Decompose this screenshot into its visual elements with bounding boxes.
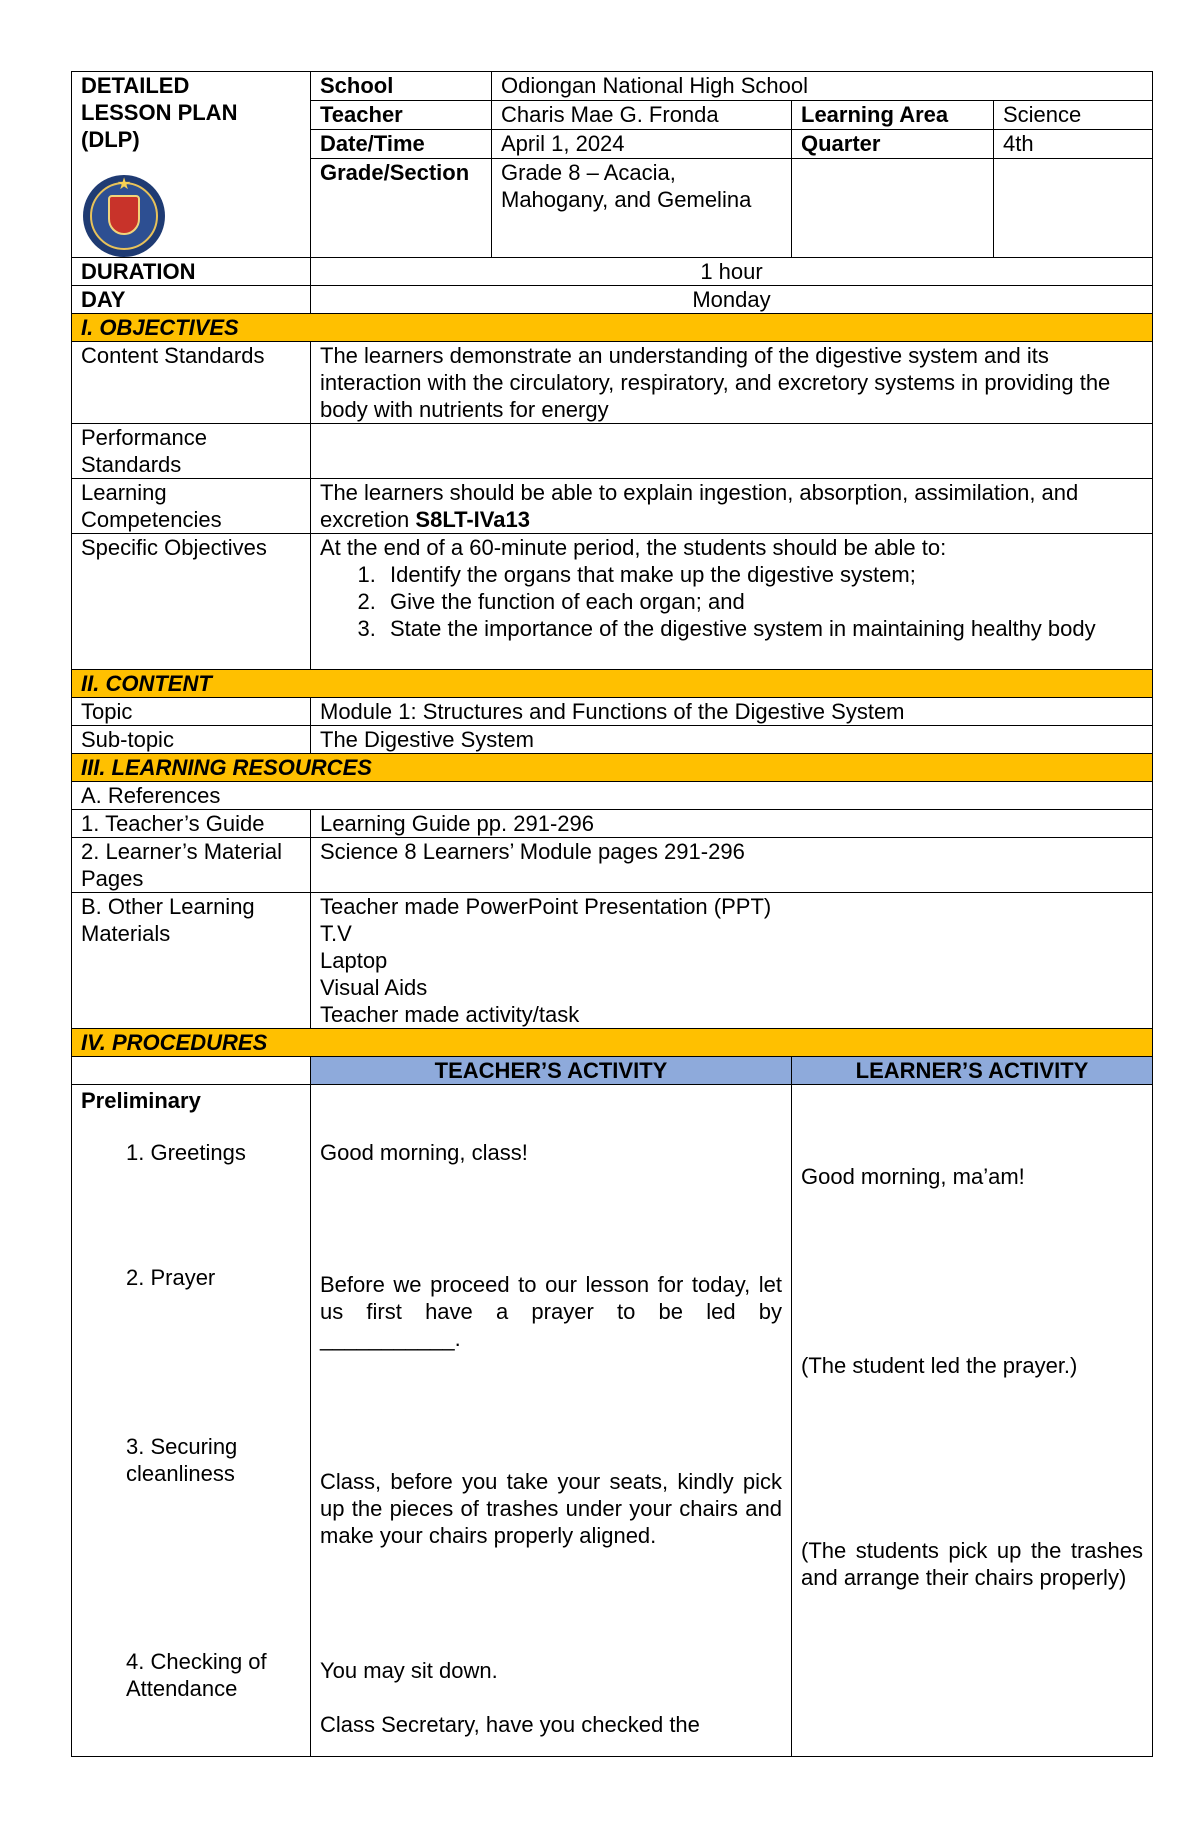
prayer-label: 2. Prayer <box>126 1265 216 1290</box>
doc-title-line: (DLP) <box>81 127 140 152</box>
teacher-activity-header: TEACHER’S ACTIVITY <box>311 1057 792 1085</box>
learner-activity-header: LEARNER’S ACTIVITY <box>792 1057 1153 1085</box>
competency-text: The learners should be able to explain ingestion, absorption, assimilation, and excretion <box>320 480 1079 532</box>
empty-cell <box>994 158 1153 257</box>
quarter-value: 4th <box>994 129 1153 158</box>
list-item: Laptop <box>320 948 388 973</box>
label-line: Standards <box>81 452 182 477</box>
specific-objectives-label: Specific Objectives <box>72 534 311 670</box>
quarter-label: Quarter <box>792 129 994 158</box>
greetings-label: 1. Greetings <box>126 1140 246 1165</box>
label-line: Competencies <box>81 507 222 532</box>
label-line: B. Other Learning <box>81 894 255 919</box>
day-value: Monday <box>311 286 1153 314</box>
specific-objectives-value <box>311 534 1153 670</box>
greetings-learner: Good morning, ma’am! <box>801 1164 1025 1189</box>
section-heading-procedures: IV. PROCEDURES <box>72 1029 1153 1057</box>
label-line: Learning <box>81 480 167 505</box>
label-line: Pages <box>81 866 144 891</box>
learning-competencies-label <box>72 479 311 534</box>
lesson-plan-document <box>71 71 1152 1757</box>
prayer-learner: (The student led the prayer.) <box>801 1353 1078 1378</box>
label-line: 2. Learner’s Material <box>81 839 282 864</box>
label-line: Performance <box>81 425 207 450</box>
teachers-guide-label: 1. Teacher’s Guide <box>72 810 311 838</box>
list-item: Teacher made PowerPoint Presentation (PPT) <box>320 894 772 919</box>
procedure-steps-cell <box>72 1085 311 1757</box>
empty-cell <box>792 158 994 257</box>
attendance-label <box>81 1648 301 1702</box>
school-seal-icon: ★ <box>83 175 165 257</box>
label-line: Materials <box>81 921 171 946</box>
competency-code: S8LT-IVa13 <box>415 507 530 532</box>
learning-competencies-value <box>311 479 1153 534</box>
duration-label: DURATION <box>72 258 311 286</box>
list-item: Visual Aids <box>320 975 428 1000</box>
performance-standards-value <box>311 424 1153 479</box>
label-line: 4. Checking of <box>126 1649 267 1674</box>
specific-objectives-list <box>320 561 1143 642</box>
preliminary-label: Preliminary <box>81 1088 201 1113</box>
empty-cell <box>72 1057 311 1085</box>
greetings-teacher: Good morning, class! <box>320 1140 528 1165</box>
learning-area-value: Science <box>994 100 1153 129</box>
list-item: 2. Give the function of each organ; and <box>382 588 1143 615</box>
lesson-plan-table <box>71 71 1153 1757</box>
section-heading-objectives: I. OBJECTIVES <box>72 314 1153 342</box>
teacher-label: Teacher <box>311 100 492 129</box>
subtopic-label: Sub-topic <box>72 726 311 754</box>
day-label: DAY <box>72 286 311 314</box>
references-label: A. References <box>72 782 1153 810</box>
datetime-value: April 1, 2024 <box>492 129 792 158</box>
prayer-teacher: Before we proceed to our lesson for today, let us first have a prayer to be led by ___________. <box>320 1272 782 1351</box>
attendance-teacher-1: You may sit down. <box>320 1658 498 1683</box>
learner-activity-cell <box>792 1085 1153 1757</box>
label-line: cleanliness <box>126 1461 235 1486</box>
cleanliness-learner: (The students pick up the trashes and arrange their chairs properly) <box>801 1538 1144 1590</box>
content-standards-value: The learners demonstrate an understanding of the digestive system and its interaction with the circulatory, respiratory, and excretory systems in providing the body with nutrients for energy <box>311 342 1153 424</box>
list-item: T.V <box>320 921 352 946</box>
school-label: School <box>311 72 492 101</box>
grade-section-value <box>492 158 792 257</box>
label-line: 3. Securing <box>126 1434 238 1459</box>
teachers-guide-value: Learning Guide pp. 291-296 <box>311 810 1153 838</box>
section-heading-resources: III. LEARNING RESOURCES <box>72 754 1153 782</box>
attendance-teacher-2: Class Secretary, have you checked the <box>320 1712 700 1737</box>
grade-section-line: Mahogany, and Gemelina <box>501 186 752 212</box>
specific-objectives-intro: At the end of a 60-minute period, the students should be able to: <box>320 535 947 560</box>
other-materials-list <box>311 893 1153 1029</box>
other-materials-label <box>72 893 311 1029</box>
cleanliness-label <box>81 1433 301 1487</box>
topic-label: Topic <box>72 698 311 726</box>
cleanliness-teacher: Class, before you take your seats, kindly pick up the pieces of trashes under your chairs and make your chairs properly aligned. <box>320 1469 782 1548</box>
performance-standards-label <box>72 424 311 479</box>
doc-title-line: DETAILED <box>81 73 190 98</box>
label-line: Attendance <box>126 1676 238 1701</box>
school-value: Odiongan National High School <box>492 72 1153 101</box>
grade-section-line: Grade 8 – Acacia, <box>501 159 676 185</box>
list-item: 3. State the importance of the digestive system in maintaining healthy body <box>382 615 1143 642</box>
subtopic-value: The Digestive System <box>311 726 1153 754</box>
doc-title-line: LESSON PLAN <box>81 100 238 125</box>
duration-value: 1 hour <box>311 258 1153 286</box>
learning-area-label: Learning Area <box>792 100 994 129</box>
doc-title-cell <box>72 72 311 258</box>
learners-material-value: Science 8 Learners’ Module pages 291-296 <box>311 838 1153 893</box>
teacher-value: Charis Mae G. Fronda <box>492 100 792 129</box>
teacher-activity-cell <box>311 1085 792 1757</box>
learners-material-label <box>72 838 311 893</box>
topic-value: Module 1: Structures and Functions of the Digestive System <box>311 698 1153 726</box>
datetime-label: Date/Time <box>311 129 492 158</box>
content-standards-label: Content Standards <box>72 342 311 424</box>
list-item: 1. Identify the organs that make up the digestive system; <box>382 561 1143 588</box>
list-item: Teacher made activity/task <box>320 1002 580 1027</box>
grade-section-label: Grade/Section <box>311 158 492 257</box>
section-heading-content: II. CONTENT <box>72 670 1153 698</box>
